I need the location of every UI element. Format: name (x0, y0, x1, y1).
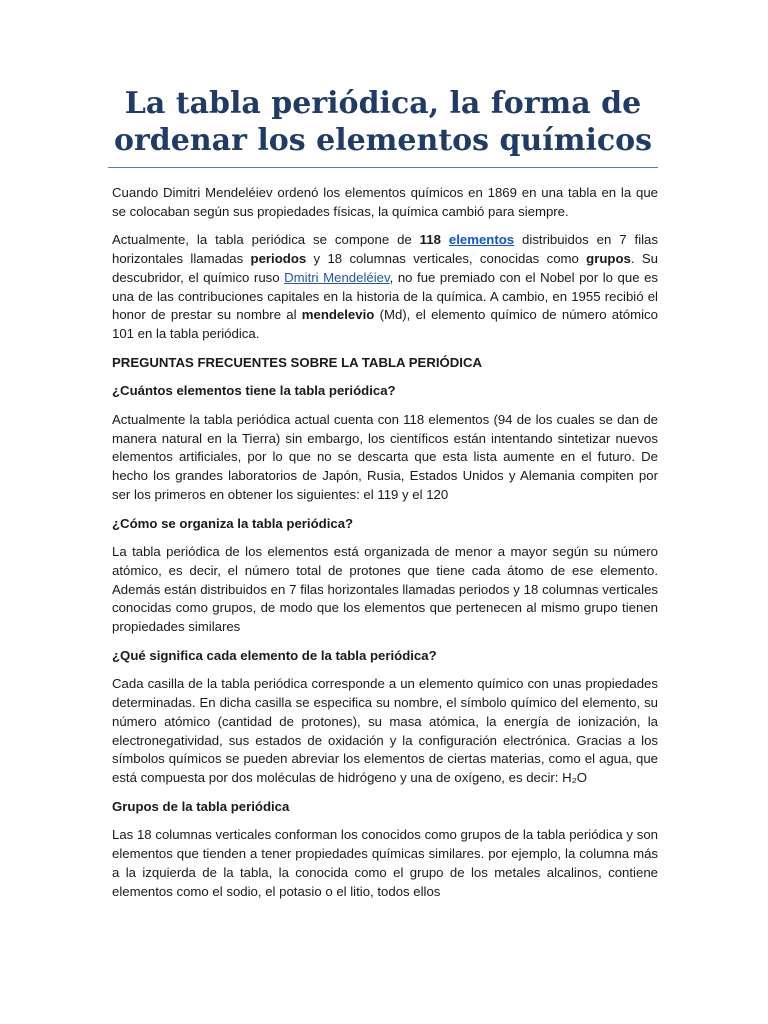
bold-grupos: grupos (586, 251, 631, 267)
title-line-2: ordenar los elementos químicos (113, 123, 653, 158)
bold-periodos: periodos (250, 251, 307, 267)
text-run: Actualmente, la tabla periódica se compone de (112, 232, 420, 248)
answer-paragraph: La tabla periódica de los elementos está organizada de menor a mayor según su número atómico, es decir, el número total de protones que tiene cada átomo de ese elemento. Además están distribuidos en 7 filas horizontales llamadas periodos y 18 columnas verticales conocidas como grupos, de modo que los elementos que pertenecen al mismo grupo tienen propiedades similares (112, 544, 658, 635)
text-run: distribuidos en 7 filas horizontales llamadas (112, 232, 658, 267)
intro-paragraph: Cuando Dimitri Mendeléiev ordenó los elementos químicos en 1869 en una tabla en la que se colocaban según sus propiedades físicas, la química cambió para siempre. (112, 185, 658, 219)
mendeleiev-link[interactable]: Dmitri Mendeléiev (284, 269, 390, 285)
page-title (108, 85, 658, 168)
title-line-1: La tabla periódica, la forma de (124, 86, 642, 121)
question-heading: ¿Cuántos elementos tiene la tabla periódica? (112, 383, 396, 399)
text-run: . Su descubridor, el químico ruso (112, 251, 658, 285)
text-run: , no fue premiado con el Nobel por lo que es una de las contribuciones capitales en la historia de la química. A cambio, en 1955 recibió el honor de prestar su nombre al (112, 269, 659, 323)
elements-paragraph (112, 231, 658, 343)
section-heading: Grupos de la tabla periódica (112, 798, 290, 814)
question-heading: ¿Cómo se organiza la tabla periódica? (112, 515, 354, 531)
text-run: (Md), el elemento químico de número atómico 101 en la tabla periódica. (112, 307, 658, 341)
faq-heading: PREGUNTAS FRECUENTES SOBRE LA TABLA PERIÓDICA (112, 354, 482, 370)
document-page (112, 85, 658, 911)
question-heading: ¿Qué significa cada elemento de la tabla periódica? (112, 647, 437, 663)
bold-118: 118 (419, 232, 441, 248)
answer-paragraph: Actualmente la tabla periódica actual cuenta con 118 elementos (94 de los cuales se dan de manera natural en la Tierra) sin embargo, los científicos están intentando sintetizar nuevos elementos artificiales, por lo que no se descarta que esta lista aumente en el futuro. De hecho los grandes laboratorios de Japón, Rusia, Estados Unidos y Alemania compiten por ser los primeros en obtener los siguientes: el 119 y el 120 (112, 412, 658, 502)
bold-mendelevio: mendelevio (301, 307, 375, 323)
elementos-link[interactable]: elementos (448, 232, 515, 248)
answer-paragraph: Las 18 columnas verticales conforman los conocidos como grupos de la tabla periódica y son elementos que tienden a tener propiedades químicas similares. por ejemplo, la columna más a la izquierda de la tabla, la conocida como el grupo de los metales alcalinos, contiene elementos como el sodio, el potasio o el litio, todos ellos (112, 827, 658, 899)
answer-paragraph: Cada casilla de la tabla periódica corresponde a un elemento químico con unas propiedades determinadas. En dicha casilla se especifica su nombre, el símbolo químico del elemento, su número atómico (cantidad de protones), su masa atómica, la energía de ionización, la electronegatividad, sus estados de oxidación y la configuración electrónica. Gracias a los símbolos químicos se pueden abreviar los elementos de ciertas materias, como el agua, que está compuesta por dos moléculas de hidrógeno y una de oxígeno, es decir: H₂O (112, 676, 658, 785)
text-run: y 18 columnas verticales, conocidas como (306, 251, 587, 267)
